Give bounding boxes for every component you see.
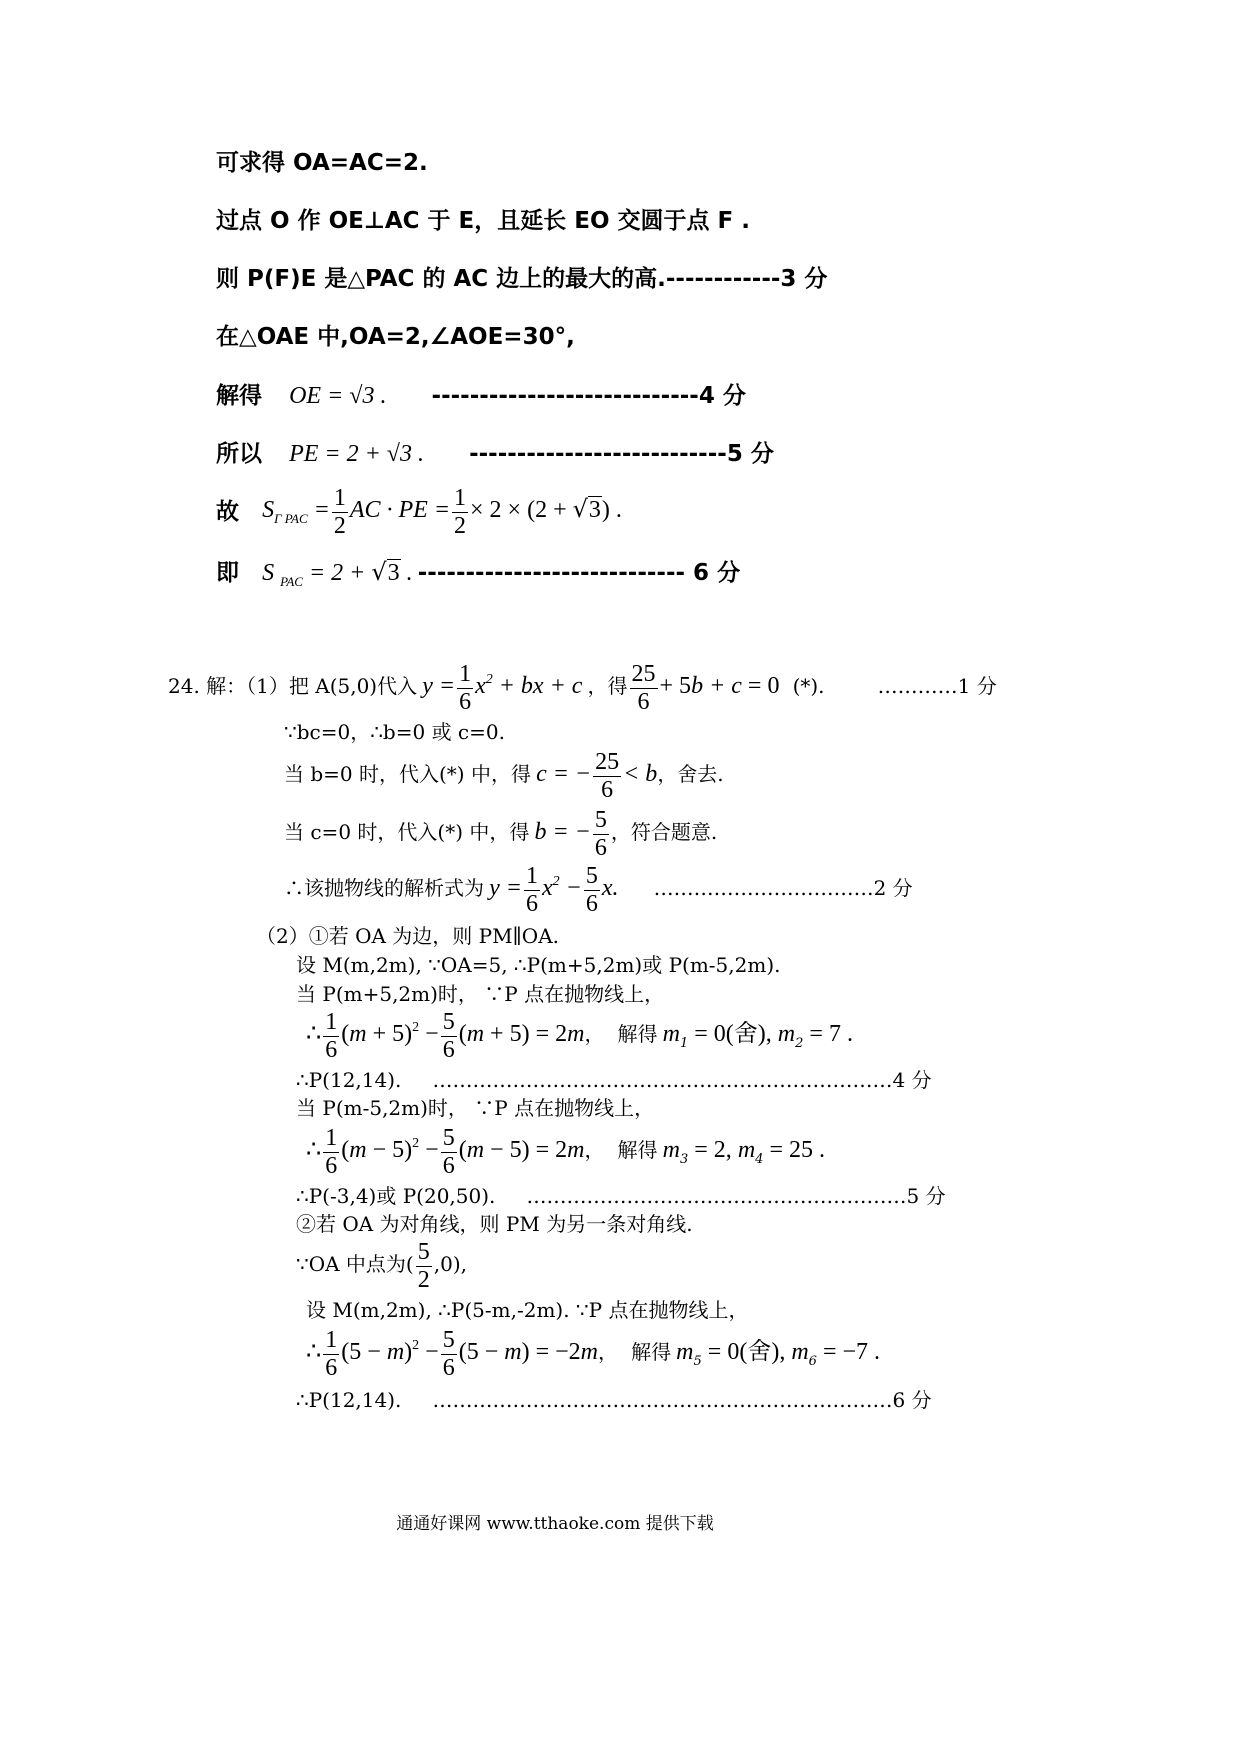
label-suoyi: 所以 <box>216 441 262 467</box>
q24-p-result-1: ∴P(12,14). <box>296 1068 402 1092</box>
solution-line-5 <box>216 384 746 408</box>
oe-expression: OE = √3 . <box>289 383 387 409</box>
q24-line-5: ∴该抛物线的解析式为 y = $\frac{1}{6}$ $x^2$ − $\frac{5}{6}$ x. ……………………………2 分 <box>284 863 913 918</box>
q24-line-4: 当 c=0 时，代入(*) 中，得 b = − $\frac{5}{6}$ ，符合题意. <box>284 807 718 862</box>
q24-midpoint: ∵OA 中点为( <box>296 1252 414 1277</box>
label-ji: 即 <box>216 560 239 586</box>
pe-expression: PE = 2 + √3 . <box>289 441 424 467</box>
solution-line-7: 故 $S_{\Gamma PAC}$ = $\frac{1}{2}$ AC · PE = $\frac{1}{2}$ × 2 × (2 + √3) . <box>216 485 622 540</box>
q24-valid: ，符合题意. <box>610 820 718 845</box>
q24-line-11: 当 P(m-5,2m)时， ∵P 点在抛物线上， <box>296 1096 655 1120</box>
q24-line-3: 当 b=0 时，代入(*) 中，得 c = − $\frac{25}{6}$ < b，舍去. <box>284 749 724 804</box>
q24-line-18 <box>296 1390 932 1410</box>
q24-line-12: ∴ $\frac{1}{6}$ $(m - 5)^2$ − $\frac{5}{6}$ (m − 5) = 2m， 解得 $m_3 = 2$, $m_4 = 25$ . <box>306 1125 825 1180</box>
q24-line-2: ∵bc=0，∴b=0 或 c=0. <box>284 720 505 744</box>
q24-line-8: 当 P(m+5,2m)时， ∵P 点在抛物线上， <box>296 982 665 1006</box>
solution-line-8: 即 S $_{PAC}$ = 2 + √3 . ---------------------------- 6 分 <box>216 558 741 589</box>
q24-intro: 24. 解：（1）把 A(5,0)代入 <box>168 674 418 699</box>
score-6: ---------------------------- 6 分 <box>417 560 741 586</box>
page-footer: 通通好课网 www.tthaoke.com 提供下载 <box>396 1514 714 1534</box>
q24-line-7: 设 M(m,2m), ∵OA=5, ∴P(m+5,2m)或 P(m-5,2m). <box>296 953 781 977</box>
q24-star: (*). <box>792 674 825 699</box>
q24-parabola: ∴该抛物线的解析式为 <box>284 876 484 901</box>
label-gu: 故 <box>216 499 239 526</box>
solution-line-4: 在△OAE 中,OA=2,∠AOE=30°, <box>216 324 575 350</box>
solution-line-6 <box>216 442 774 466</box>
q24-line-14: ②若 OA 为对角线，则 PM 为另一条对角线. <box>296 1212 693 1236</box>
q24-p-result-2: ∴P(-3,4)或 P(20,50). <box>296 1184 496 1208</box>
q24-case-b0: 当 b=0 时，代入(*) 中，得 <box>284 762 531 787</box>
q24-line-17: ∴ $\frac{1}{6}$ $(5 - m)^2$ − $\frac{5}{6}$ (5 − m) = −2m， 解得 $m_5 = 0$(舍), $m_6 = -7$ . <box>306 1327 881 1382</box>
q24-score-4: ……………………………………………………………4 分 <box>432 1068 932 1092</box>
q24-line-9: ∴ $\frac{1}{6}$ $(m + 5)^2$ − $\frac{5}{6}$ (m + 5) = 2m， 解得 $m_1 = 0$(舍), $m_2 = 7$ . <box>306 1009 853 1064</box>
q24-line-15: ∵OA 中点为( $\frac{5}{2}$ ,0), <box>296 1239 467 1294</box>
q24-line-13 <box>296 1186 946 1206</box>
q24-case-c0: 当 c=0 时，代入(*) 中，得 <box>284 820 530 845</box>
q24-solve-2: 解得 <box>617 1138 658 1163</box>
q24-score-1: …………1 分 <box>877 674 997 699</box>
q24-solve-1: 解得 <box>617 1022 658 1047</box>
q24-score-5: …………………………………………………5 分 <box>526 1184 946 1208</box>
q24-score-2: ……………………………2 分 <box>653 876 913 901</box>
q24-midpoint-tail: ,0), <box>433 1252 467 1277</box>
score-4: ----------------------------4 分 <box>431 383 746 409</box>
solution-line-3: 则 P(F)E 是△PAC 的 AC 边上的最大的高.------------3 分 <box>216 266 828 292</box>
solution-line-2: 过点 O 作 OE⊥AC 于 E，且延长 EO 交圆于点 F . <box>216 208 751 234</box>
label-jiede: 解得 <box>216 383 262 409</box>
q24-p-result-3: ∴P(12,14). <box>296 1388 402 1412</box>
q24-discard: ，舍去. <box>657 762 724 787</box>
q24-de: ，得 <box>587 674 628 699</box>
q24-score-6: ……………………………………………………………6 分 <box>432 1388 932 1412</box>
q24-line-16: 设 M(m,2m), ∴P(5-m,-2m). ∵P 点在抛物线上， <box>306 1298 749 1322</box>
q24-line-10 <box>296 1070 932 1090</box>
solution-line-1: 可求得 OA=AC=2. <box>216 150 428 176</box>
q24-line-1: 24. 解：（1）把 A(5,0)代入 y = $\frac{1}{6}$ $x^2$ + bx + c ，得 $\frac{25}{6}$ + 5b + c = 0 (*). …………1 分 <box>168 661 997 716</box>
q24-line-6: （2）①若 OA 为边，则 PM∥OA. <box>256 924 560 948</box>
score-5: ---------------------------5 分 <box>469 441 774 467</box>
q24-solve-3: 解得 <box>631 1340 672 1365</box>
